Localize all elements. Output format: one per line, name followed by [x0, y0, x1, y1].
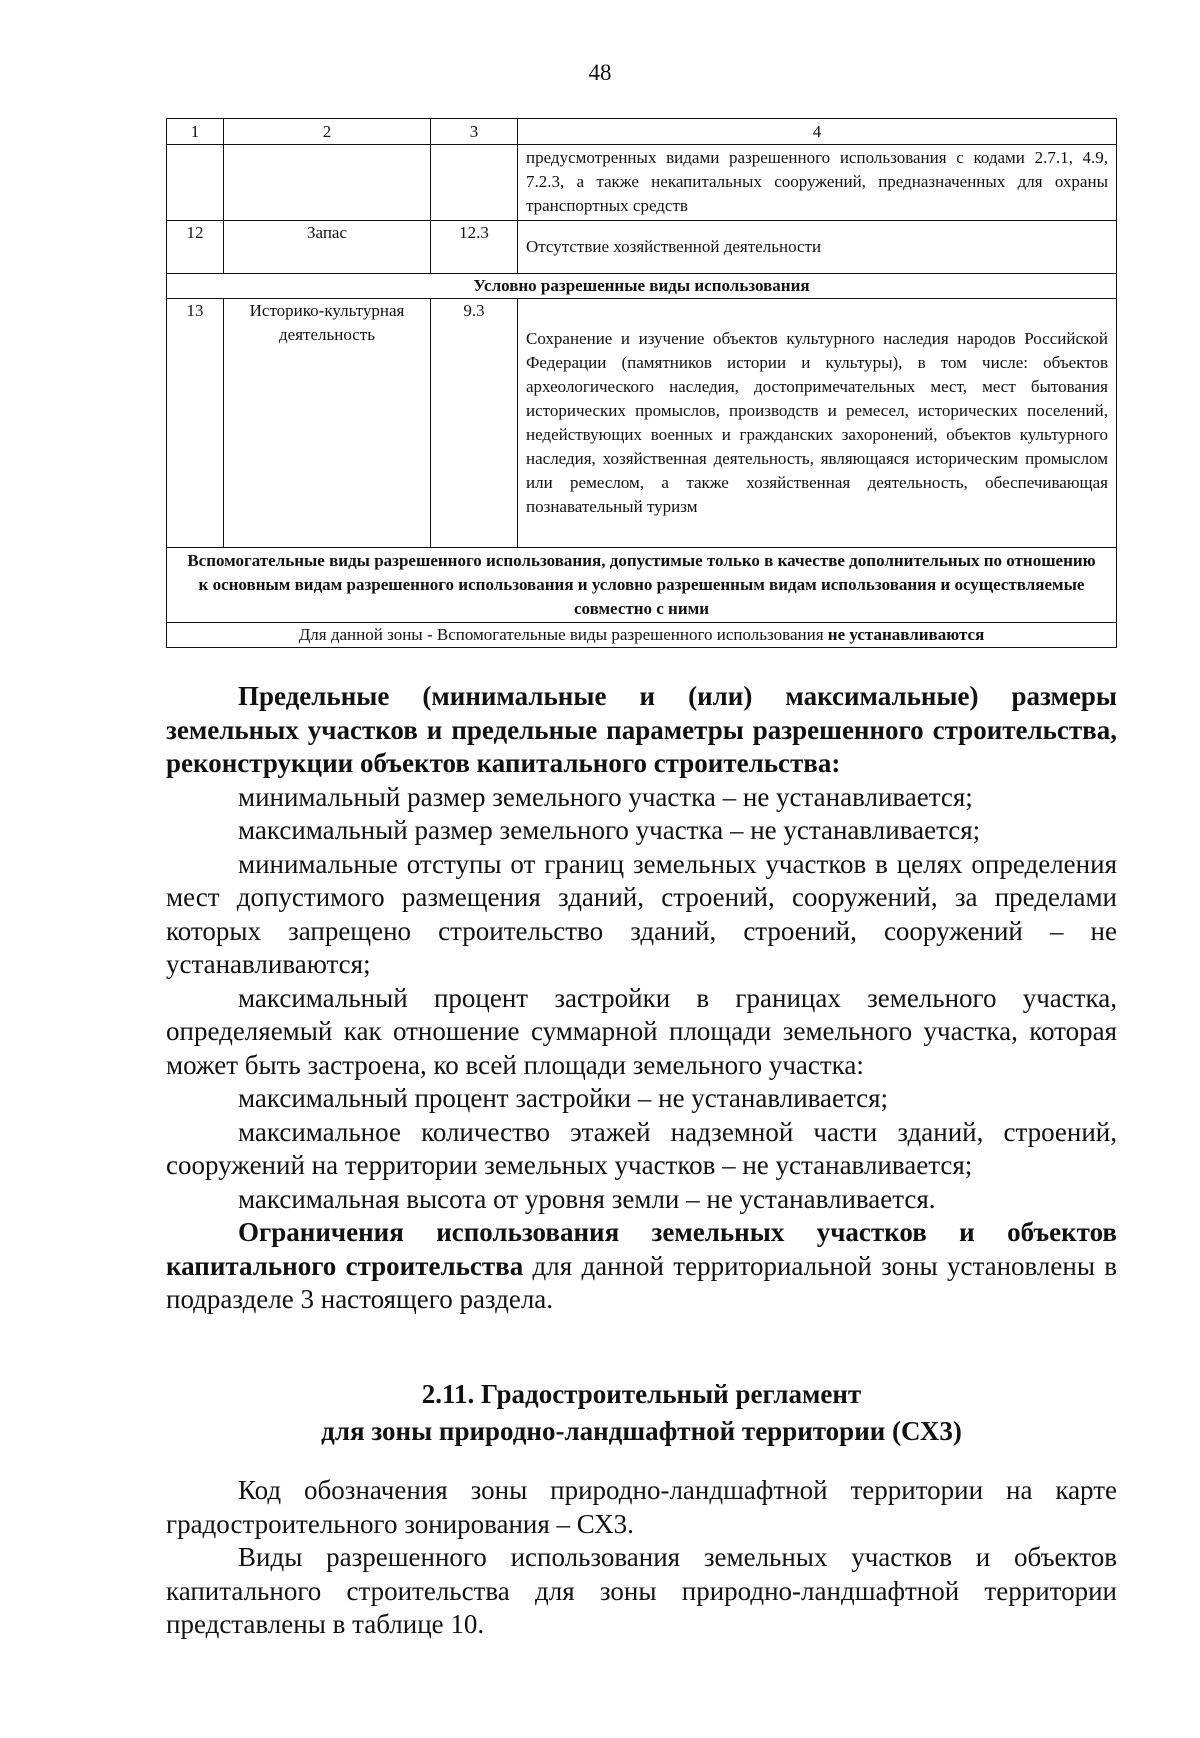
parameter-item: максимальное количество этажей надземной части зданий, строений, сооружений на территории земельных участков – не устанавливается; [166, 1116, 1117, 1180]
cell-num [167, 145, 224, 221]
table-section-heading-row [167, 274, 1117, 299]
parameter-item: максимальный процент застройки в границах земельного участка, определяемый как отношение суммарной площади земельного участка, которая может быть застроена, ко всей площади земельного участка: [166, 982, 1117, 1080]
note-text: Для данной зоны - Вспомогательные виды разрешенного использования [298, 625, 828, 644]
table-note-row [167, 623, 1117, 648]
parameter-item: минимальный размер земельного участка – не устанавливается; [238, 781, 973, 812]
parameter-item: максимальная высота от уровня земли – не устанавливается. [238, 1183, 936, 1214]
cell-description: Сохранение и изучение объектов культурного наследия народов Российской Федерации (памятников истории и культуры), в том числе: объектов археологического наследия, достопримечательных мест, мест бытования исторических промыслов, производств и ремесел, исторических поселений, недействующих военных и гражданских захоронений, объектов культурного наследия, хозяйственная деятельность, являющаяся историческим промыслом или ремеслом, а также хозяйственная деятельность, обеспечивающая познавательный туризм [518, 299, 1117, 548]
header-col-4: 4 [518, 119, 1117, 145]
section-intro [166, 1474, 1117, 1642]
land-use-table [166, 118, 1117, 648]
parameters-section [166, 680, 1117, 1317]
table-section-heading-row [167, 548, 1117, 623]
parameters-heading: Предельные (минимальные и (или) максимальные) размеры земельных участков и предельные параметры разрешенного строительства, реконструкции объектов капитального строительства: [166, 681, 1117, 778]
auxiliary-uses-note [167, 623, 1117, 648]
table-row [167, 145, 1117, 221]
restrictions-text: для данной территориальной зоны установлены в подразделе 3 настоящего раздела. [166, 1250, 1117, 1314]
cell-name [224, 145, 431, 221]
page-number: 48 [588, 60, 612, 85]
cell-name: Историко-культурная деятельность [224, 299, 431, 548]
cell-name: Запас [224, 221, 431, 274]
restrictions-bold: Ограничения использования земельных участков и объектов капитального строительства [166, 1217, 1117, 1281]
header-col-2: 2 [224, 119, 431, 145]
parameter-item: максимальный процент застройки – не устанавливается; [238, 1083, 889, 1113]
table-header-row [167, 119, 1117, 145]
section-title-line-2: для зоны природно-ландшафтной территории (СХ3) [321, 1416, 962, 1446]
intro-paragraph: Виды разрешенного использования земельных участков и объектов капитального строительства для зоны природно-ландшафтной территории представлены в таблице 10. [166, 1542, 1117, 1639]
section-title [166, 1376, 1117, 1450]
conditional-uses-heading: Условно разрешенные виды использования [167, 274, 1117, 299]
table-row [167, 221, 1117, 274]
cell-description: предусмотренных видами разрешенного использования с кодами 2.7.1, 4.9, 7.2.3, а также некапитальных сооружений, предназначенных для охраны транспортных средств [518, 145, 1117, 221]
cell-num: 12 [167, 221, 224, 274]
table-row [167, 299, 1117, 548]
cell-code: 9.3 [431, 299, 518, 548]
parameter-item: минимальные отступы от границ земельных участков в целях определения мест допустимого размещения зданий, строений, сооружений, за пределами которых запрещено строительство зданий, строений, сооружений – не устанавливаются; [166, 848, 1117, 979]
cell-code [431, 145, 518, 221]
header-col-3: 3 [431, 119, 518, 145]
cell-num: 13 [167, 299, 224, 548]
cell-code: 12.3 [431, 221, 518, 274]
intro-paragraph: Код обозначения зоны природно-ландшафтной территории на карте градостроительного зонирования – СХ3. [166, 1475, 1117, 1539]
parameter-item: максимальный размер земельного участка – не устанавливается; [238, 815, 981, 845]
section-title-line-1: 2.11. Градостроительный регламент [421, 1379, 862, 1409]
header-col-1: 1 [167, 119, 224, 145]
auxiliary-uses-heading: Вспомогательные виды разрешенного использования, допустимые только в качестве дополнительных по отношению к основным видам разрешенного использования и условно разрешенным видам использования и осуществляемые совместно с ними [167, 548, 1117, 623]
cell-description: Отсутствие хозяйственной деятельности [518, 221, 1117, 274]
restrictions-paragraph [166, 1216, 1117, 1317]
note-emphasis: не устанавливаются [827, 625, 985, 644]
